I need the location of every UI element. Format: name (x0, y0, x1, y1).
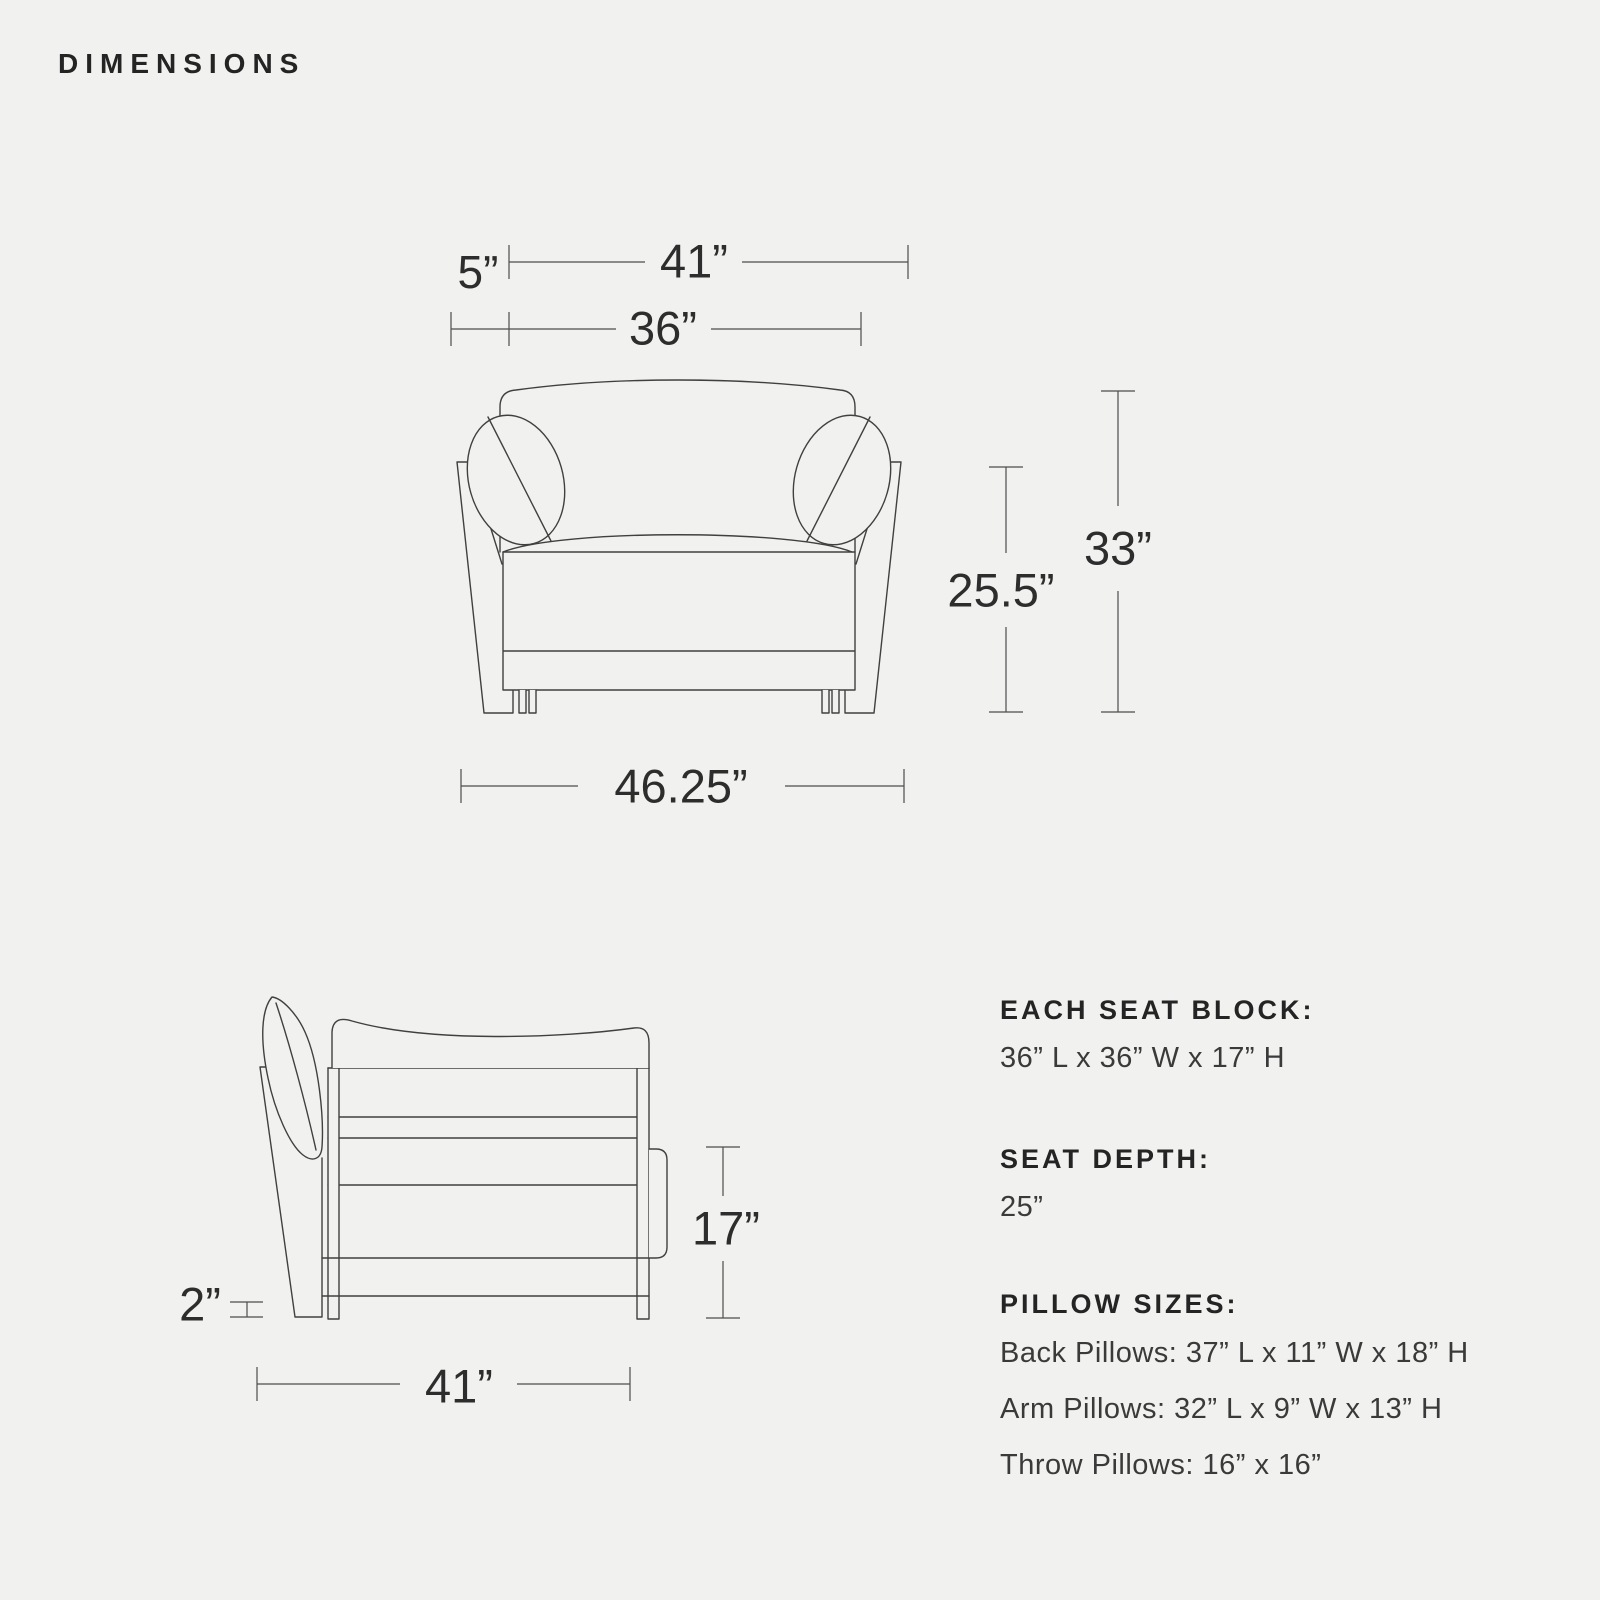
front-center-legs (519, 690, 839, 713)
dim-label-seat-block-height: 17” (692, 1201, 760, 1255)
dim-line-2 (230, 1302, 263, 1317)
front-seat-fill (503, 535, 855, 690)
side-arm-pillow (649, 1149, 667, 1258)
side-rear-post (637, 1068, 649, 1319)
spec-seat-block-heading: EACH SEAT BLOCK: (1000, 995, 1315, 1025)
dim-label-arm-width: 5” (457, 246, 499, 298)
dim-label-seat-width: 36” (629, 301, 697, 355)
side-front-post (328, 1068, 339, 1319)
dim-label-overall-width: 46.25” (614, 759, 748, 813)
dim-label-leg-height: 2” (179, 1277, 221, 1331)
spec-seat-block-value: 36” L x 36” W x 17” H (1000, 1042, 1286, 1074)
spec-pillow-arm-value: Arm Pillows: 32” L x 9” W x 13” H (1000, 1393, 1443, 1425)
side-view-drawing (260, 997, 667, 1319)
spec-seat-depth-value: 25” (1000, 1191, 1044, 1223)
side-frame-rails-lower (322, 1258, 649, 1296)
dim-label-depth: 41” (425, 1359, 493, 1413)
dim-label-inner-width: 41” (660, 234, 728, 288)
spec-seat-depth-heading: SEAT DEPTH: (1000, 1144, 1212, 1174)
side-top-cushion (332, 1019, 649, 1068)
front-view-drawing (453, 380, 906, 713)
page-title: DIMENSIONS (58, 48, 306, 79)
spec-pillow-sizes-heading: PILLOW SIZES: (1000, 1289, 1239, 1319)
side-frame-rails-upper (328, 1117, 637, 1185)
spec-pillow-back-value: Back Pillows: 37” L x 11” W x 18” H (1000, 1337, 1469, 1369)
dim-label-arm-height: 25.5” (947, 563, 1055, 617)
dim-label-overall-height: 33” (1084, 521, 1152, 575)
spec-pillow-throw-value: Throw Pillows: 16” x 16” (1000, 1449, 1322, 1481)
